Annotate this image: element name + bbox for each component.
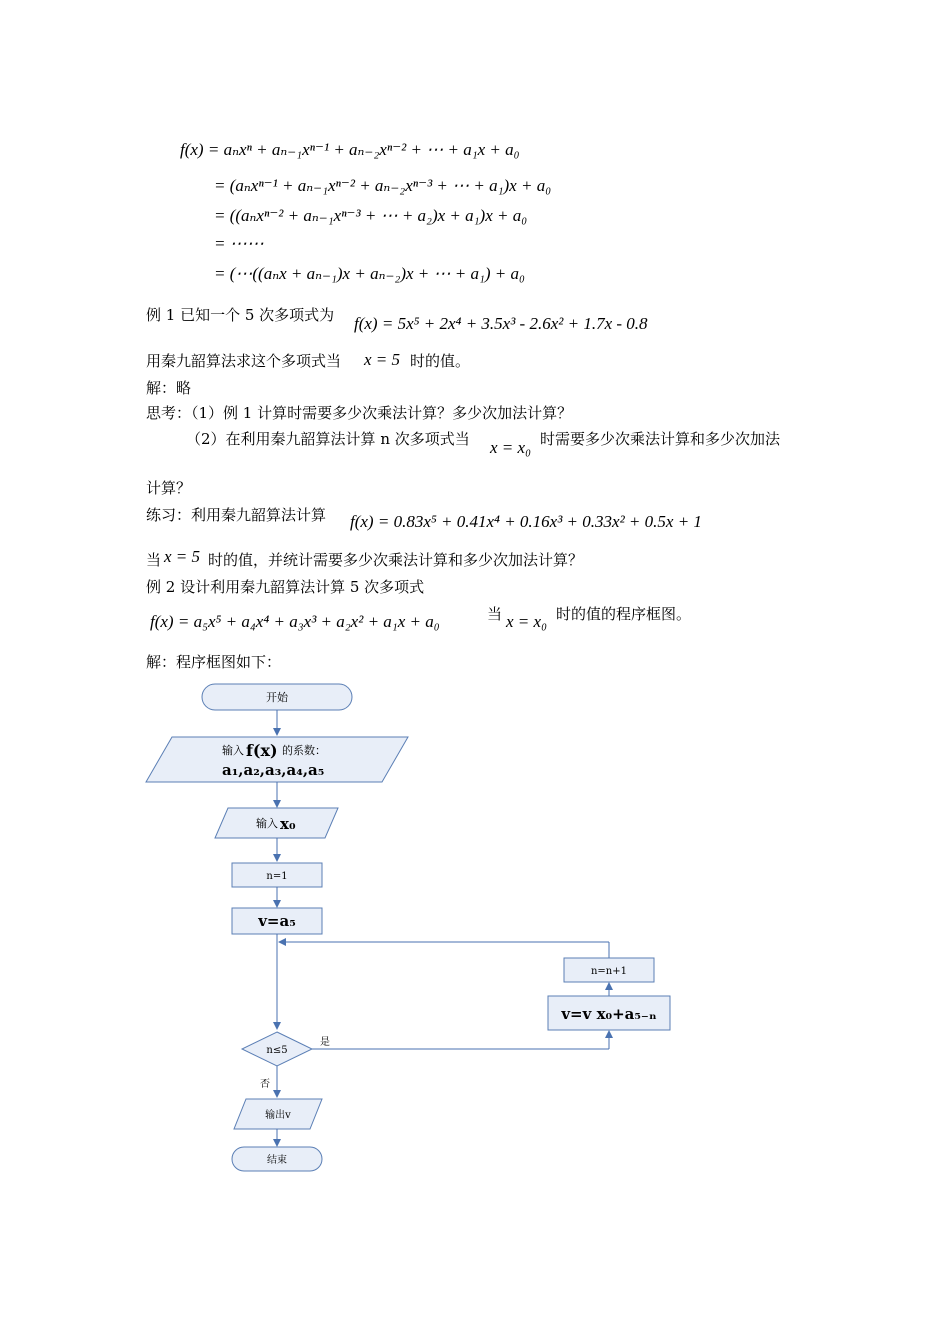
example2-solution: 解：程序框图如下： bbox=[146, 653, 282, 671]
thinking-q2-math: x = x₀ bbox=[490, 438, 531, 457]
thinking-q2-post: 时需要多少次乘法计算和多少次加法 bbox=[540, 430, 781, 448]
example2-post: 时的值的程序框图。 bbox=[556, 605, 692, 623]
thinking-q1: 思考：（1）例 1 计算时需要多少次乘法计算？多少次加法计算？ bbox=[146, 404, 573, 422]
flowchart-start-text: 开始 bbox=[266, 691, 288, 704]
example2-cond: x = x₀ bbox=[506, 612, 547, 631]
exercise-formula: f(x) = 0.83x⁵ + 0.41x⁴ + 0.16x³ + 0.33x² + 0.5x + 1 bbox=[350, 512, 702, 531]
example1-question-math: x = 5 bbox=[364, 350, 401, 369]
derivation-line-2: = (aₙxⁿ⁻¹ + aₙ₋₁xⁿ⁻² + aₙ₋₂xⁿ⁻³ + ⋯ + a₁)x + a₀ bbox=[214, 176, 552, 195]
thinking-q2-pre: （2）在利用秦九韶算法计算 n 次多项式当 bbox=[186, 430, 470, 448]
flowchart-yes-label: 是 bbox=[320, 1037, 330, 1048]
exercise-label: 练习：利用秦九韶算法计算 bbox=[146, 506, 327, 524]
example2-mid: 当 bbox=[487, 605, 503, 623]
derivation-line-4: = ⋯⋯ bbox=[214, 234, 264, 253]
flowchart-init-n-text: n=1 bbox=[266, 871, 288, 882]
example1-solution: 解：略 bbox=[146, 379, 192, 397]
derivation-line-5: = (⋯((aₙx + aₙ₋₁)x + aₙ₋₂)x + ⋯ + a₁) + a₀ bbox=[214, 264, 525, 283]
flowchart-input-x-label: 输入 bbox=[256, 817, 278, 830]
example1-question-post: 时的值。 bbox=[410, 352, 471, 370]
flowchart-input-coeff-list: a₁,a₂,a₃,a₄,a₅ bbox=[222, 761, 325, 779]
flowchart-no-label: 否 bbox=[260, 1079, 270, 1090]
example1-label: 例 1 已知一个 5 次多项式为 bbox=[146, 306, 335, 324]
flowchart-input-coeff-suffix: 的系数： bbox=[282, 744, 326, 757]
exercise-line2-post: 时的值，并统计需要多少次乘法计算和多少次加法计算？ bbox=[208, 551, 584, 569]
flowchart-condition-text: n≤5 bbox=[266, 1045, 288, 1056]
flowchart-increment-text: n=n+1 bbox=[590, 966, 628, 977]
derivation-line-3: = ((aₙxⁿ⁻² + aₙ₋₁xⁿ⁻³ + ⋯ + a₂)x + a₁)x + a₀ bbox=[214, 206, 528, 225]
flowchart-update-v-text: v=v x₀+a₅₋ₙ bbox=[561, 1005, 657, 1023]
exercise-line2-pre: 当 bbox=[146, 551, 162, 569]
flowchart-end-text: 结束 bbox=[267, 1155, 287, 1166]
flowchart-init-v-text: v=a₅ bbox=[258, 912, 296, 930]
example2-formula: f(x) = a₅x⁵ + a₄x⁴ + a₃x³ + a₂x² + a₁x + a₀ bbox=[150, 612, 440, 631]
flowchart-output-text: 输出v bbox=[265, 1110, 291, 1121]
flowchart-input-x-var: x₀ bbox=[280, 815, 296, 833]
derivation-line-1: f(x) = aₙxⁿ + aₙ₋₁xⁿ⁻¹ + aₙ₋₂xⁿ⁻² + ⋯ + a₁x + a₀ bbox=[180, 140, 520, 159]
example1-formula: f(x) = 5x⁵ + 2x⁴ + 3.5x³ - 2.6x² + 1.7x - 0.8 bbox=[354, 314, 648, 333]
thinking-q2-cont: 计算？ bbox=[146, 479, 192, 497]
exercise-line2-math: x = 5 bbox=[164, 547, 201, 566]
flowchart-input-coeff-label: 输入 bbox=[222, 744, 244, 757]
example1-question-pre: 用秦九韶算法求这个多项式当 bbox=[146, 352, 342, 370]
example2-label: 例 2 设计利用秦九韶算法计算 5 次多项式 bbox=[146, 578, 425, 596]
flowchart-input-coeff-fx: f(x) bbox=[246, 741, 278, 760]
